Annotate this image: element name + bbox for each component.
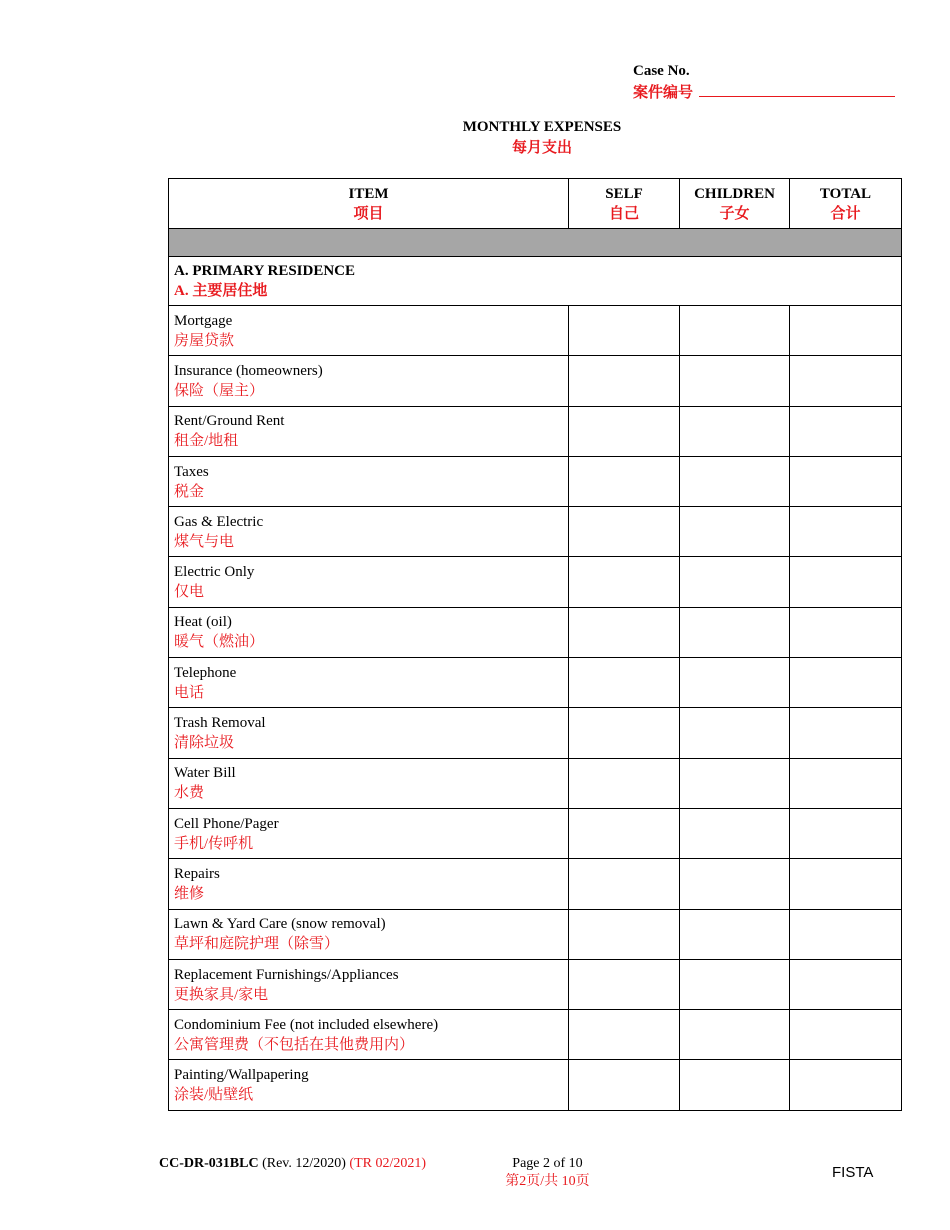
table-row <box>169 959 902 1009</box>
amount-cell-total[interactable] <box>790 607 902 657</box>
item-label-cell: Condominium Fee (not included elsewhere) 公寓管理费（不包括在其他费用内） <box>169 1010 569 1060</box>
amount-cell-total[interactable] <box>790 1010 902 1060</box>
amount-cell-total[interactable] <box>790 708 902 758</box>
table-row <box>169 1060 902 1110</box>
amount-cell-children[interactable] <box>680 306 790 356</box>
item-label-cell: Gas & Electric 煤气与电 <box>169 507 569 557</box>
table-row <box>169 607 902 657</box>
amount-cell-children[interactable] <box>680 1060 790 1110</box>
amount-cell-self[interactable] <box>569 708 680 758</box>
amount-cell-children[interactable] <box>680 507 790 557</box>
item-label-cell: Taxes 税金 <box>169 456 569 506</box>
amount-cell-children[interactable] <box>680 658 790 708</box>
amount-cell-self[interactable] <box>569 607 680 657</box>
amount-cell-total[interactable] <box>790 456 902 506</box>
item-label-cell: Repairs 维修 <box>169 859 569 909</box>
case-number-block <box>633 61 895 104</box>
amount-cell-total[interactable] <box>790 306 902 356</box>
page-title-zh: 每月支出 <box>511 140 572 156</box>
table-row <box>169 557 902 607</box>
amount-cell-self[interactable] <box>569 909 680 959</box>
section-heading: A. PRIMARY RESIDENCE A. 主要居住地 <box>169 257 902 306</box>
page-title <box>392 117 692 159</box>
table-row <box>169 507 902 557</box>
amount-cell-total[interactable] <box>790 808 902 858</box>
section-row-primary-residence <box>169 257 902 306</box>
table-row <box>169 456 902 506</box>
amount-cell-total[interactable] <box>790 959 902 1009</box>
item-label-cell: Rent/Ground Rent 租金/地租 <box>169 406 569 456</box>
item-label-cell: Lawn & Yard Care (snow removal) 草坪和庭院护理（除雪） <box>169 909 569 959</box>
amount-cell-children[interactable] <box>680 1010 790 1060</box>
header-item: ITEM 项目 <box>169 179 569 229</box>
amount-cell-children[interactable] <box>680 607 790 657</box>
table-row <box>169 758 902 808</box>
table-row <box>169 1010 902 1060</box>
footer-form-code: CC-DR-031BLC (Rev. 12/2020) (TR 02/2021) <box>159 1156 427 1171</box>
table-row <box>169 356 902 406</box>
footer-page-number: Page 2 of 10 第2页/共 10页 <box>505 1156 590 1189</box>
amount-cell-total[interactable] <box>790 658 902 708</box>
amount-cell-children[interactable] <box>680 708 790 758</box>
table-row <box>169 859 902 909</box>
amount-cell-children[interactable] <box>680 356 790 406</box>
amount-cell-total[interactable] <box>790 557 902 607</box>
amount-cell-self[interactable] <box>569 406 680 456</box>
amount-cell-total[interactable] <box>790 859 902 909</box>
amount-cell-children[interactable] <box>680 859 790 909</box>
table-row <box>169 658 902 708</box>
item-label-cell: Heat (oil) 暖气（燃油） <box>169 607 569 657</box>
amount-cell-total[interactable] <box>790 1060 902 1110</box>
amount-cell-total[interactable] <box>790 356 902 406</box>
amount-cell-self[interactable] <box>569 456 680 506</box>
amount-cell-self[interactable] <box>569 557 680 607</box>
amount-cell-children[interactable] <box>680 557 790 607</box>
amount-cell-self[interactable] <box>569 356 680 406</box>
gray-spacer-row <box>169 229 902 257</box>
item-label-cell: Replacement Furnishings/Appliances 更换家具/家电 <box>169 959 569 1009</box>
item-label-cell: Water Bill 水费 <box>169 758 569 808</box>
case-number-field[interactable] <box>699 82 895 97</box>
amount-cell-self[interactable] <box>569 758 680 808</box>
amount-cell-total[interactable] <box>790 909 902 959</box>
amount-cell-self[interactable] <box>569 1010 680 1060</box>
amount-cell-children[interactable] <box>680 808 790 858</box>
item-label-cell: Trash Removal 清除垃圾 <box>169 708 569 758</box>
item-label-cell: Electric Only 仅电 <box>169 557 569 607</box>
amount-cell-self[interactable] <box>569 306 680 356</box>
amount-cell-total[interactable] <box>790 406 902 456</box>
item-label-cell: Insurance (homeowners) 保险（屋主） <box>169 356 569 406</box>
table-row <box>169 808 902 858</box>
amount-cell-self[interactable] <box>569 1060 680 1110</box>
case-number-label-zh: 案件编号 <box>633 82 895 104</box>
amount-cell-self[interactable] <box>569 959 680 1009</box>
amount-cell-children[interactable] <box>680 406 790 456</box>
amount-cell-children[interactable] <box>680 456 790 506</box>
amount-cell-self[interactable] <box>569 658 680 708</box>
table-row <box>169 306 902 356</box>
expense-table <box>168 178 902 1111</box>
amount-cell-total[interactable] <box>790 507 902 557</box>
amount-cell-children[interactable] <box>680 758 790 808</box>
amount-cell-self[interactable] <box>569 859 680 909</box>
item-label-cell: Painting/Wallpapering 涂装/贴壁纸 <box>169 1060 569 1110</box>
item-label-cell: Cell Phone/Pager 手机/传呼机 <box>169 808 569 858</box>
page-title-en: MONTHLY EXPENSES <box>462 119 622 135</box>
header-children: CHILDREN 子女 <box>680 179 790 229</box>
header-total: TOTAL 合计 <box>790 179 902 229</box>
amount-cell-self[interactable] <box>569 808 680 858</box>
table-row <box>169 406 902 456</box>
table-row <box>169 708 902 758</box>
item-label-cell: Mortgage 房屋贷款 <box>169 306 569 356</box>
table-header-row <box>169 179 902 229</box>
case-number-label: Case No. <box>633 63 690 79</box>
amount-cell-children[interactable] <box>680 909 790 959</box>
amount-cell-total[interactable] <box>790 758 902 808</box>
amount-cell-children[interactable] <box>680 959 790 1009</box>
table-row <box>169 909 902 959</box>
footer-fista: FISTA <box>832 1164 874 1181</box>
item-label-cell: Telephone 电话 <box>169 658 569 708</box>
amount-cell-self[interactable] <box>569 507 680 557</box>
header-self: SELF 自己 <box>569 179 680 229</box>
